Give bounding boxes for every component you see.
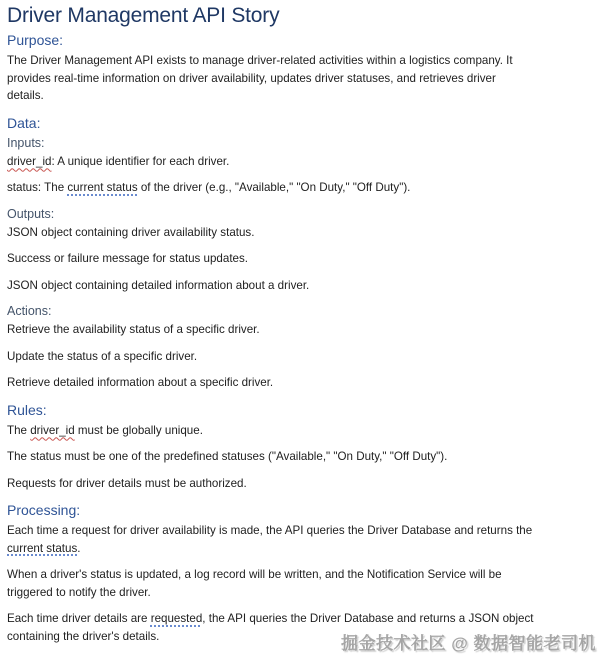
- spellcheck-underline-driver-id: driver_id: [7, 154, 52, 168]
- processing-p2-line-1: When a driver's status is updated, a log record will be written, and the Notification Service will be: [7, 568, 502, 581]
- actions-paragraph-1: Retrieve the availability status of a specific driver.: [7, 323, 260, 336]
- purpose-line-1: The Driver Management API exists to manage driver-related activities within a logistics company. It: [7, 54, 513, 67]
- processing-p1-period: .: [77, 541, 81, 555]
- inputs-status-text-rest: of the driver (e.g., "Available," "On Duty," "Off Duty").: [137, 181, 411, 194]
- purpose-paragraph: [7, 52, 588, 105]
- grammar-underline-current-status: current status: [67, 181, 138, 194]
- rules-p1-text-pre: The: [7, 423, 31, 437]
- actions-paragraph-3: Retrieve detailed information about a specific driver.: [7, 376, 274, 389]
- purpose-line-3: details.: [7, 89, 44, 102]
- subsection-heading-inputs: Inputs:: [7, 135, 45, 150]
- processing-paragraph-2: [7, 566, 588, 601]
- inputs-status-text-pre: status: The: [7, 181, 68, 194]
- inputs-status-paragraph: [7, 179, 588, 197]
- processing-paragraph-1: [7, 522, 588, 557]
- outputs-paragraph-2: Success or failure message for status updates.: [7, 252, 249, 265]
- purpose-line-2: provides real-time information on driver availability, updates driver statuses, and retrieves driver: [7, 71, 496, 85]
- section-heading-data: Data:: [7, 114, 41, 131]
- outputs-paragraph-3: JSON object containing detailed information about a driver.: [7, 278, 310, 292]
- processing-p1-line-1: Each time a request for driver availability is made, the API queries the Driver Database and returns the: [7, 524, 533, 537]
- rules-paragraph-2: The status must be one of the predefined statuses ("Available," "On Duty," "Off Duty").: [7, 450, 448, 463]
- section-heading-rules: Rules:: [7, 401, 47, 418]
- spellcheck-underline-driver-id-rules: driver_id: [30, 423, 75, 437]
- processing-p3-line-2: containing the driver's details.: [7, 629, 160, 643]
- subsection-heading-outputs: Outputs:: [7, 206, 55, 221]
- processing-paragraph-3: [7, 610, 588, 645]
- processing-p3-text-mid: , the API queries the Driver Database and returns a JSON object: [202, 612, 534, 625]
- grammar-underline-requested: requested: [150, 612, 203, 625]
- processing-p2-line-2: triggered to notify the driver.: [7, 585, 151, 599]
- rules-p1-text-rest: must be globally unique.: [74, 423, 203, 437]
- rules-paragraph-3: Requests for driver details must be authorized.: [7, 476, 247, 490]
- document-title: Driver Management API Story: [7, 4, 280, 27]
- section-heading-processing: Processing:: [7, 502, 81, 518]
- subsection-heading-actions: Actions:: [7, 304, 52, 318]
- watermark: 掘金技术社区 @ 数据智能老司机: [341, 634, 597, 653]
- inputs-driver-id-text: : A unique identifier for each driver.: [51, 154, 230, 168]
- grammar-underline-current-status-processing: current status: [7, 541, 78, 555]
- processing-p3-text-pre: Each time driver details are: [7, 612, 151, 625]
- actions-paragraph-2: Update the status of a specific driver.: [7, 349, 198, 363]
- rules-paragraph-1: [7, 422, 588, 440]
- section-heading-purpose: Purpose:: [7, 32, 64, 48]
- outputs-paragraph-1: JSON object containing driver availability status.: [7, 225, 255, 239]
- inputs-driver-id-paragraph: [7, 153, 588, 171]
